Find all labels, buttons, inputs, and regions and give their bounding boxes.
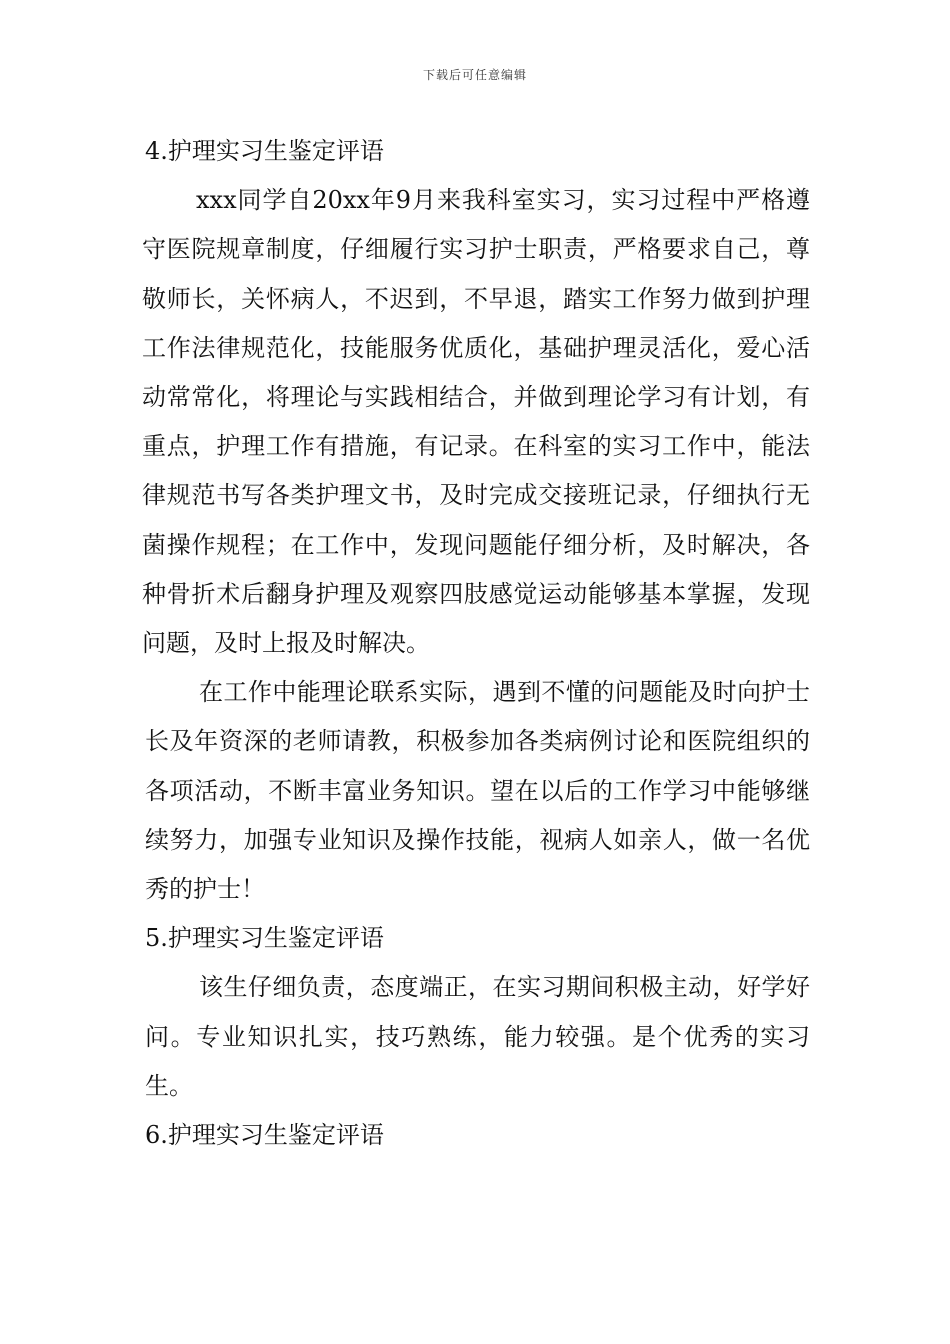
- document-body: [142, 127, 810, 1160]
- paragraph-4-1: xxx同学自20xx年9月来我科室实习，实习过程中严格遵守医院规章制度，仔细履行实习护士职责，严格要求自己，尊敬师长，关怀病人，不迟到，不早退，踏实工作努力做到护理工作法律规范化，技能服务优质化，基础护理灵活化，爱心活动常常化，将理论与实践相结合，并做到理论学习有计划，有重点，护理工作有措施，有记录。在科室的实习工作中，能法律规范书写各类护理文书，及时完成交接班记录，仔细执行无菌操作规程；在工作中，发现问题能仔细分析，及时解决，各种骨折术后翻身护理及观察四肢感觉运动能够基本掌握，发现问题，及时上报及时解决。: [142, 186, 810, 658]
- header-note: 下载后可任意编辑: [422, 68, 527, 82]
- paragraph-4-2: 在工作中能理论联系实际，遇到不懂的问题能及时向护士长及年资深的老师请教，积极参加各类病例讨论和医院组织的各项活动，不断丰富业务知识。望在以后的工作学习中能够继续努力，加强专业知识及操作技能，视病人如亲人，做一名优秀的护士！: [145, 678, 810, 904]
- section-heading-4: 4.护理实习生鉴定评语: [145, 137, 384, 165]
- section-heading-5: 5.护理实习生鉴定评语: [145, 924, 384, 953]
- paragraph-5-1: 该生仔细负责，态度端正，在实习期间积极主动，好学好问。专业知识扎实，技巧熟练，能力较强。是个优秀的实习生。: [145, 973, 810, 1100]
- section-heading-6: 6.护理实习生鉴定评语: [145, 1121, 384, 1150]
